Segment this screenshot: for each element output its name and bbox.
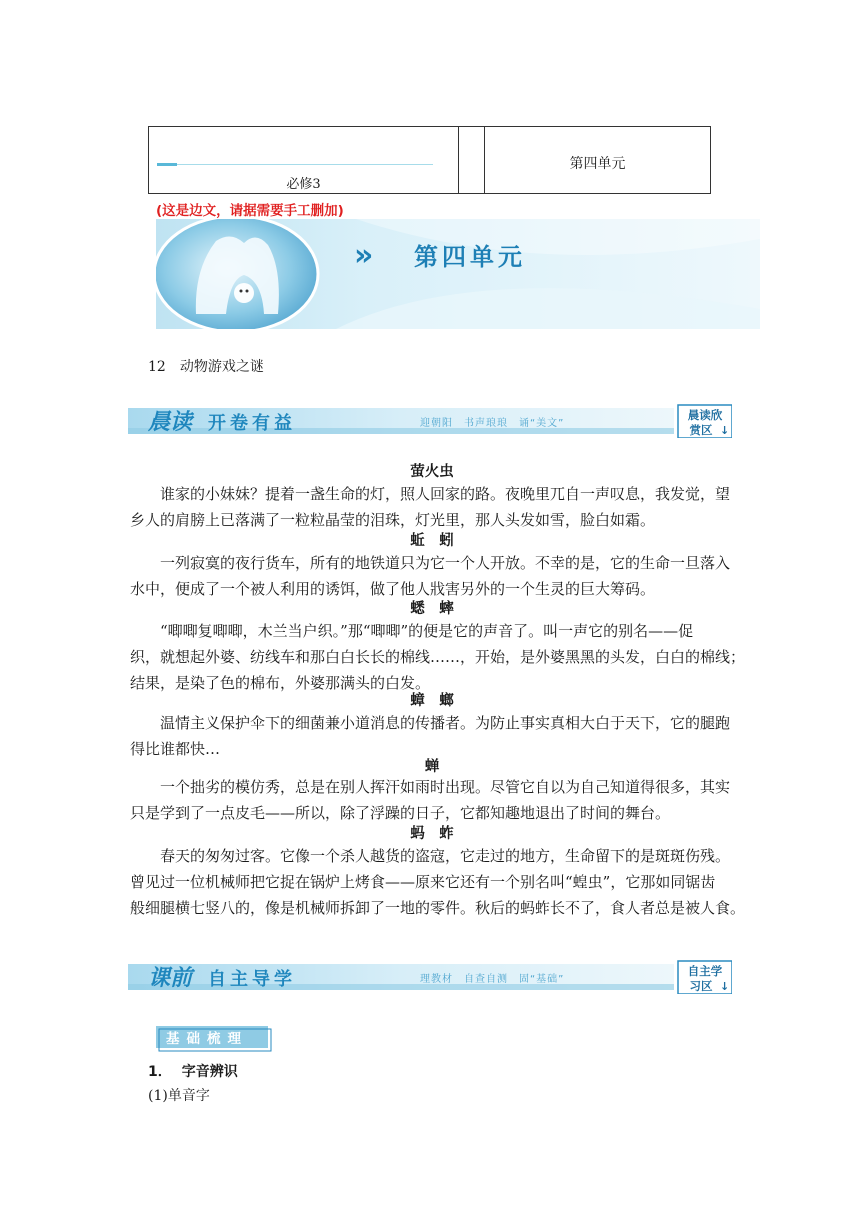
lesson-title (148, 356, 278, 376)
section-title-a: 晨读 (148, 409, 193, 435)
header-cell-unit (485, 127, 710, 193)
basics-tag-text: 基础梳理 (166, 1031, 248, 1047)
paragraph-line: 只是学到了一点皮毛——所以，除了浮躁的日子，它都知趣地退出了时间的舞台。 (130, 804, 671, 822)
chevron-right-icon: » (354, 238, 374, 273)
paragraph-line: 一个拙劣的模仿秀，总是在别人挥汗如雨时出现。尽管它自以为自己知道得很多，其实 (160, 778, 731, 796)
sub-item: (1)单音字 (148, 1088, 210, 1104)
paragraph-line: 结果，是染了色的棉布，外婆那满头的白发。 (130, 674, 431, 692)
section-badge-line2: 赏区 (689, 423, 713, 437)
banner-title: 第四单元 (414, 243, 526, 271)
header-unit-label: 第四单元 (569, 156, 626, 172)
unit-banner (156, 219, 760, 329)
essay-heading-cockroach: 蟑 螂 (410, 693, 454, 709)
essay-heading-grasshopper: 蚂 蚱 (410, 826, 454, 842)
section-title-a: 课前 (148, 965, 193, 991)
section-badge-line1: 晨读欣 (687, 408, 723, 422)
essay-heading-firefly: 萤火虫 (410, 464, 454, 480)
section-bar-preview (128, 960, 732, 994)
arrow-down-icon: ↓ (720, 424, 730, 437)
item-number: 1． (148, 1064, 172, 1080)
header-rule-accent (157, 163, 177, 166)
header-cell-spacer (458, 127, 485, 193)
section-badge-line1: 自主学 (687, 964, 723, 978)
essay-paragraph-cricket (130, 618, 746, 696)
paragraph-line: 一列寂寞的夜行货车，所有的地铁道只为它一个人开放。不幸的是，它的生命一旦落入 (160, 554, 731, 572)
header-rule (157, 164, 433, 165)
essay-paragraph-cicada (130, 774, 734, 826)
paragraph-line: 织，就想起外婆、纺线车和那白白长长的棉线……，开始，是外婆黑黑的头发，白白的棉线； (130, 648, 746, 666)
lesson-name: 动物游戏之谜 (179, 359, 264, 375)
section-title-b: 开卷有益 (208, 413, 296, 434)
paragraph-line: 水中，便成了一个被人利用的诱饵，做了他人戕害另外的一个生灵的巨大筹码。 (130, 580, 656, 598)
section-slogan: 迎朝阳 书声琅琅 诵“美文” (420, 418, 565, 429)
section-title-b: 自主导学 (208, 969, 296, 990)
item-title: 字音辨识 (181, 1064, 238, 1080)
header-table (148, 126, 711, 194)
essay-paragraph-grasshopper (130, 843, 746, 921)
paragraph-line: 谁家的小妹妹？提着一盏生命的灯，照人回家的路。夜晚里兀自一声叹息，我发觉，望 (160, 485, 731, 503)
essay-heading-cricket: 蟋 蟀 (410, 601, 454, 617)
section-bar-morning (128, 404, 732, 438)
essay-paragraph-firefly (130, 481, 734, 533)
paragraph-line: 春天的匆匆过客。它像一个杀人越货的盗寇，它走过的地方，生命留下的是斑斑伤残。 (160, 847, 731, 865)
basics-tag (156, 1022, 278, 1056)
margin-note: (这是边文，请据需要手工删加) (156, 203, 344, 219)
unit-banner-graphic (156, 219, 760, 329)
header-cell-book (149, 127, 459, 193)
essay-heading-earthworm: 蚯 蚓 (410, 533, 454, 549)
item-heading (148, 1061, 238, 1081)
paragraph-line: “唧唧复唧唧，木兰当户织。”那“唧唧”的便是它的声音了。叫一声它的别名——促 (160, 622, 694, 640)
paragraph-line: 曾见过一位机械师把它捉在锅炉上烤食——原来它还有一个别名叫“蝗虫”，它那如同锯齿 (130, 873, 716, 891)
paragraph-line: 得比谁都快… (130, 740, 221, 758)
essay-paragraph-earthworm (130, 550, 734, 602)
paragraph-line: 温情主义保护伞下的细菌兼小道消息的传播者。为防止事实真相大白于天下，它的腿跑 (160, 714, 731, 732)
lesson-number: 12 (148, 359, 166, 375)
book-label: 必修3 (286, 177, 321, 192)
paragraph-line: 乡人的肩膀上已落满了一粒粒晶莹的泪珠，灯光里，那人头发如雪，脸白如霜。 (130, 511, 656, 529)
essay-heading-cicada: 蝉 (424, 759, 440, 775)
paragraph-line: 般细腿横七竖八的，像是机械师拆卸了一地的零件。秋后的蚂蚱长不了，食人者总是被人食。 (130, 899, 746, 917)
section-badge-line2: 习区 (689, 979, 713, 993)
arrow-down-icon: ↓ (720, 980, 730, 993)
section-slogan: 理教材 自查自测 固“基础” (420, 974, 565, 985)
